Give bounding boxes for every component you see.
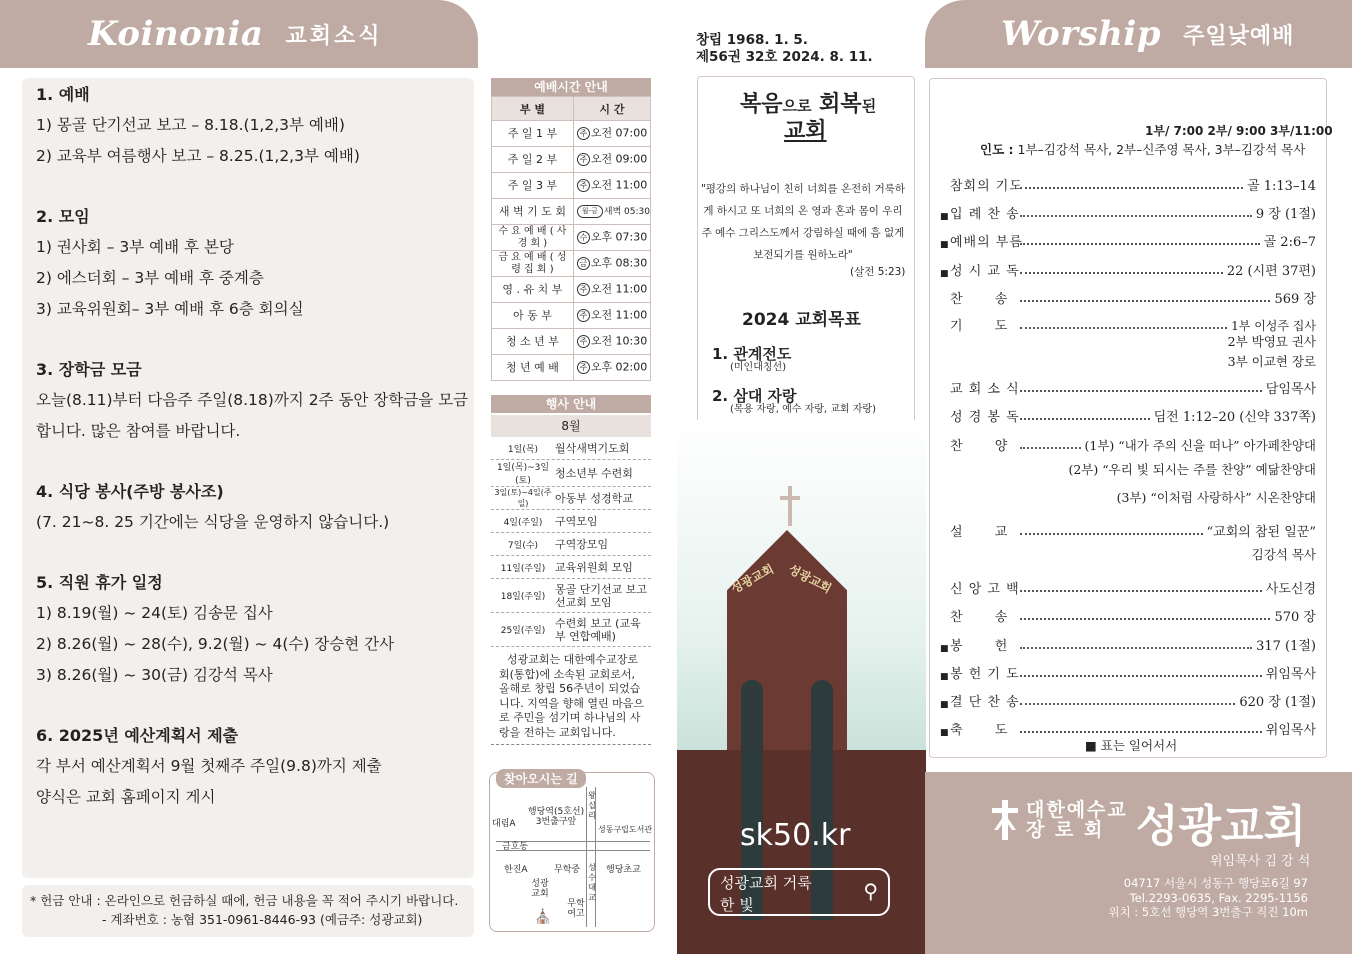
day-mark: 주 bbox=[577, 153, 590, 166]
table-row bbox=[492, 277, 651, 303]
map-label-station: 행당역(5호선) 3번출구앞 bbox=[527, 807, 585, 827]
map-label-daelim: 대림A bbox=[492, 819, 516, 829]
map-label-muhak-middle: 무학중 bbox=[554, 865, 581, 875]
church-address: 04717 서울시 성동구 행당로6길 97 Tel.2293-0635, Fax. 2295-1156 위치 : 5호선 행당역 3번출구 직진 10m bbox=[1108, 876, 1308, 919]
order-item: 기 도 1부 이성주 집사 bbox=[950, 319, 1316, 334]
event-date: 3일(토)~4일(주일) bbox=[494, 488, 552, 508]
day-mark: 월-금 bbox=[577, 205, 603, 218]
standing-note: ■ 표는 일어서서 bbox=[1085, 738, 1178, 753]
list-item bbox=[491, 487, 651, 510]
table-row bbox=[492, 225, 651, 251]
event-date: 1일(목)~3일(토) bbox=[496, 463, 550, 486]
day-mark: 주 bbox=[577, 179, 590, 192]
day-mark: 주 bbox=[577, 127, 590, 140]
list-item bbox=[491, 613, 651, 647]
order-item: 설 교 “교회의 참된 일꾼” bbox=[950, 525, 1316, 540]
schedule-table bbox=[491, 96, 651, 381]
schedule-header-dept: 부 별 bbox=[492, 97, 574, 121]
schedule-time: 새벽 05:30 bbox=[603, 207, 650, 217]
notice-line: 오늘(8.11)부터 다음주 주일(8.18)까지 2주 동안 장학금을 모금 bbox=[36, 391, 469, 409]
event-date: 25일(주일) bbox=[500, 626, 546, 636]
schedule-time: 오전 11:00 bbox=[590, 178, 648, 192]
table-row bbox=[492, 173, 651, 199]
order-item: 찬 송 570 장 bbox=[950, 610, 1316, 625]
directions-title: 찾아오시는 길 bbox=[496, 769, 586, 788]
koinonia-script-title: Koinonia bbox=[88, 14, 264, 54]
order-item: 참회의 기도 골 1:13–14 bbox=[950, 179, 1316, 194]
schedule-dept: 영 . 유 치 부 bbox=[492, 277, 574, 303]
cover-title-part: 회복 bbox=[819, 92, 862, 117]
senior-pastor: 위임목사 김 강 석 bbox=[1210, 854, 1311, 869]
day-mark: 주 bbox=[577, 283, 590, 296]
event-name: 수련회 보고 (교육부 연합예배) bbox=[555, 616, 641, 643]
map-label-church: 성광교회 bbox=[531, 879, 549, 899]
worship-title: 주일낮예배 bbox=[1183, 23, 1295, 49]
event-date: 7일(수) bbox=[507, 540, 539, 551]
day-mark: 주 bbox=[577, 309, 590, 322]
event-name: 구역모임 bbox=[555, 514, 598, 528]
cross-icon bbox=[788, 486, 792, 526]
notice-line: 합니다. 많은 참여를 바랍니다. bbox=[36, 422, 241, 440]
prayer-extra: 2부 박영묘 권사 bbox=[1227, 334, 1316, 349]
schedule-dept: 주 일 2 부 bbox=[492, 147, 574, 173]
schedule-dept: 주 일 1 부 bbox=[492, 121, 574, 147]
schedule-dept: 청 소 년 부 bbox=[492, 329, 574, 355]
event-name: 구역장모임 bbox=[555, 537, 609, 551]
list-item bbox=[491, 510, 651, 533]
schedule-time: 오전 07:00 bbox=[590, 126, 648, 140]
cover-title-part: 된 bbox=[861, 97, 877, 115]
map-label-geumho: 금호동 bbox=[502, 842, 529, 852]
table-row bbox=[492, 121, 651, 147]
church-name: 성광교회 bbox=[1136, 801, 1307, 852]
sermon-preacher: 김강석 목사 bbox=[1251, 547, 1316, 562]
day-mark: 금 bbox=[577, 257, 590, 270]
schedule-dept: 금 요 예 배 ( 성 령 집 회 ) bbox=[492, 251, 574, 277]
koinonia-header bbox=[0, 0, 478, 68]
schedule-dept: 청 년 예 배 bbox=[492, 355, 574, 381]
notice-line: 1) 몽골 단기선교 보고 – 8.18.(1,2,3부 예배) bbox=[36, 116, 345, 134]
schedule-dept: 새 벽 기 도 회 bbox=[492, 199, 574, 225]
notice-line: 양식은 교회 홈페이지 게시 bbox=[36, 788, 216, 806]
order-item: ■ 봉 헌 기 도 위임목사 bbox=[940, 667, 1316, 682]
church-logo-icon bbox=[990, 800, 1020, 840]
list-item bbox=[491, 533, 651, 556]
notice-section-6 bbox=[36, 721, 460, 813]
notice-line: 3) 교육위원회– 3부 예배 후 6층 회의실 bbox=[36, 300, 304, 318]
notice-title: 1. 예배 bbox=[36, 85, 90, 104]
day-mark: 주 bbox=[577, 361, 590, 374]
notice-line: 2) 교육부 여름행사 보고 – 8.25.(1,2,3부 예배) bbox=[36, 147, 360, 165]
notice-line: 2) 에스더회 – 3부 예배 후 중계층 bbox=[36, 269, 264, 287]
cover-title-part: 으로 bbox=[782, 97, 812, 115]
schedule-dept: 아 동 부 bbox=[492, 303, 574, 329]
map-label-hanjin: 한진A bbox=[504, 865, 528, 875]
day-mark: 수 bbox=[577, 231, 590, 244]
notice-line: 각 부서 예산계획서 9월 첫째주 주일(9.8)까지 제출 bbox=[36, 757, 382, 775]
founded-date: 창립 1968. 1. 5. bbox=[696, 32, 808, 48]
goal-item: 2. 삼대 자랑 (목용 자랑, 예수 자랑, 교회 자랑) bbox=[712, 387, 876, 415]
schedule-title: 예배시간 안내 bbox=[491, 78, 651, 96]
schedule-dept: 주 일 3 부 bbox=[492, 173, 574, 199]
issue-number: 제56권 32호 2024. 8. 11. bbox=[696, 49, 873, 65]
sign-right: 성광교회 bbox=[786, 561, 834, 597]
cover-title-part: 교회 bbox=[784, 119, 827, 144]
table-row bbox=[492, 303, 651, 329]
order-item: 찬 송 569 장 bbox=[950, 292, 1316, 307]
verse-reference: (살전 5:23) bbox=[850, 266, 906, 278]
notice-section-3 bbox=[36, 355, 469, 447]
schedule-header-time: 시 간 bbox=[573, 97, 650, 121]
goals-title: 2024 교회목표 bbox=[742, 310, 861, 330]
notice-section-1 bbox=[36, 80, 460, 172]
map-label-wangsimni: 왕십리 bbox=[588, 791, 596, 820]
event-name: 청소년부 수련회 bbox=[555, 466, 633, 480]
event-name: 몽골 단기선교 보고 선교회 모임 bbox=[555, 582, 648, 609]
search-box[interactable] bbox=[708, 868, 890, 916]
church-news-title: 교회소식 bbox=[285, 23, 383, 49]
service-leaders: 인도 : 1부–김강석 목사, 2부–신주영 목사, 3부–김강석 목사 bbox=[980, 142, 1306, 157]
church-news-box bbox=[22, 78, 474, 878]
order-item: 교 회 소 식 담임목사 bbox=[950, 382, 1316, 397]
table-row bbox=[492, 355, 651, 381]
event-name: 아동부 성경학교 bbox=[555, 491, 633, 505]
directions-map bbox=[489, 772, 655, 932]
list-item bbox=[491, 460, 651, 487]
notice-line: 1) 8.19(월) ~ 24(토) 김송문 집사 bbox=[36, 604, 273, 622]
church-description: 성광교회는 대한예수교장로회(통합)에 소속된 교회로서, 올해로 창립 56주년이 되었습니다. 지역을 향해 열린 마음으로 주민을 섬기며 하나님의 사랑을 전하는 교회입니다. bbox=[491, 647, 651, 745]
notice-title: 5. 직원 휴가 일정 bbox=[36, 573, 163, 592]
table-row bbox=[492, 251, 651, 277]
schedule-time: 오후 07:30 bbox=[590, 230, 648, 244]
notice-line: 1) 권사회 – 3부 예배 후 본당 bbox=[36, 238, 234, 256]
notice-title: 3. 장학금 모금 bbox=[36, 360, 142, 379]
event-date: 11일(주일) bbox=[500, 563, 546, 574]
event-date: 1일(목) bbox=[507, 444, 539, 455]
table-row bbox=[492, 199, 651, 225]
map-label-seongsu-bridge: 성수대교 bbox=[588, 863, 596, 902]
schedule-time: 오후 02:00 bbox=[590, 360, 648, 374]
map-label-muhak-girls: 무학여고 bbox=[567, 899, 585, 919]
events-month: 8월 bbox=[491, 415, 651, 437]
website-url[interactable]: sk50.kr bbox=[740, 818, 851, 853]
schedule-time: 오전 10:30 bbox=[590, 334, 648, 348]
map-label-library: 성동구립도서관 bbox=[598, 825, 653, 834]
notice-line: 3) 8.26(월) ~ 30(금) 김강석 목사 bbox=[36, 666, 273, 684]
list-item bbox=[491, 579, 651, 613]
worship-header bbox=[925, 0, 1352, 68]
notice-title: 4. 식당 봉사(주방 봉사조) bbox=[36, 482, 224, 501]
church-icon: ⛪ bbox=[534, 909, 552, 925]
event-date: 4일(주일) bbox=[503, 517, 543, 528]
worship-script-title: Worship bbox=[1001, 14, 1162, 54]
notice-title: 6. 2025년 예산계획서 제출 bbox=[36, 726, 239, 745]
order-item: ■ 성 시 교 독 22 (시편 37편) bbox=[940, 264, 1316, 279]
schedule-time: 오전 11:00 bbox=[590, 282, 648, 296]
bank-account-line: - 계좌번호 : 농협 351-0961-8446-93 (예금주: 성광교회) bbox=[102, 912, 423, 927]
order-item: 찬 양 (1부) “내가 주의 신을 떠나” 아가페찬양대 bbox=[950, 438, 1316, 454]
schedule-dept: 수 요 예 배 ( 사 경 회 ) bbox=[492, 225, 574, 251]
notice-section-5 bbox=[36, 568, 460, 691]
table-row bbox=[492, 147, 651, 173]
event-date: 18일(주일) bbox=[500, 592, 546, 602]
list-item bbox=[491, 556, 651, 579]
order-item: ■ 입 례 찬 송 9 장 (1절) bbox=[940, 207, 1316, 222]
prayer-extra: 3부 이교현 장로 bbox=[1227, 354, 1316, 369]
event-name: 월삭새벽기도회 bbox=[555, 441, 630, 455]
notice-line: 2) 8.26(월) ~ 28(수), 9.2(월) ~ 4(수) 장승현 간사 bbox=[36, 635, 395, 653]
praise-extra: (3부) “이처럼 사랑하사” 시온찬양대 bbox=[1116, 490, 1316, 505]
events-title: 행사 안내 bbox=[491, 395, 651, 413]
denomination: 대한예수교 장 로 회 bbox=[1026, 799, 1128, 841]
issue-info bbox=[696, 32, 873, 66]
notice-section-4 bbox=[36, 477, 460, 538]
notice-title: 2. 모임 bbox=[36, 207, 90, 226]
list-item bbox=[491, 437, 651, 460]
order-item: ■ 결 단 찬 송 620 장 (1절) bbox=[940, 695, 1316, 710]
sign-left: 성광교회 bbox=[728, 561, 777, 597]
goal-item: 1. 관계전도 (미인대칭선) bbox=[712, 345, 792, 373]
offering-note-line: * 헌금 안내 : 온라인으로 헌금하실 때에, 헌금 내용을 꼭 적어 주시기 바랍니다. bbox=[30, 893, 459, 908]
bible-verse: "평강의 하나님이 친히 너희를 온전히 거룩하게 하시고 또 너희의 온 영과 혼과 몸이 우리 주 예수 그리스도께서 강림하실 때에 흠 없게 보전되기를 원하노라" bbox=[700, 183, 906, 261]
cover-title-part: 복음 bbox=[740, 92, 783, 117]
service-times: 1부/ 7:00 2부/ 9:00 3부/11:00 bbox=[1145, 124, 1333, 138]
map-label-haengdang-elem: 행당초교 bbox=[606, 865, 641, 875]
schedule-time: 오후 08:30 bbox=[590, 256, 648, 270]
order-item: ■ 봉 헌 317 (1절) bbox=[940, 639, 1316, 654]
event-schedule bbox=[491, 395, 651, 745]
order-item: ■ 축 도 위임목사 bbox=[940, 723, 1316, 738]
search-text-line1: 성광교회 거룩 bbox=[720, 874, 812, 892]
offering-note bbox=[22, 885, 474, 937]
order-item: 성 경 봉 독 딤전 1:12–20 (신약 337쪽) bbox=[950, 410, 1316, 425]
service-schedule bbox=[491, 78, 651, 381]
order-item: 신 앙 고 백 사도신경 bbox=[950, 582, 1316, 597]
search-icon[interactable]: ⚲ bbox=[863, 879, 878, 903]
search-text-line2: 한 빛 bbox=[720, 896, 754, 914]
cover-title bbox=[740, 92, 876, 145]
schedule-time: 오전 09:00 bbox=[590, 152, 648, 166]
notice-line: (7. 21~8. 25 기간에는 식당을 운영하지 않습니다.) bbox=[36, 513, 390, 531]
event-name: 교육위원회 모임 bbox=[555, 560, 633, 574]
praise-extra: (2부) “우리 빛 되시는 주를 찬양” 예닮찬양대 bbox=[1068, 462, 1316, 477]
day-mark: 주 bbox=[577, 335, 590, 348]
notice-section-2 bbox=[36, 202, 460, 325]
schedule-time: 오전 11:00 bbox=[590, 308, 648, 322]
order-item: ■ 예배의 부름 골 2:6–7 bbox=[940, 235, 1316, 250]
table-row bbox=[492, 329, 651, 355]
